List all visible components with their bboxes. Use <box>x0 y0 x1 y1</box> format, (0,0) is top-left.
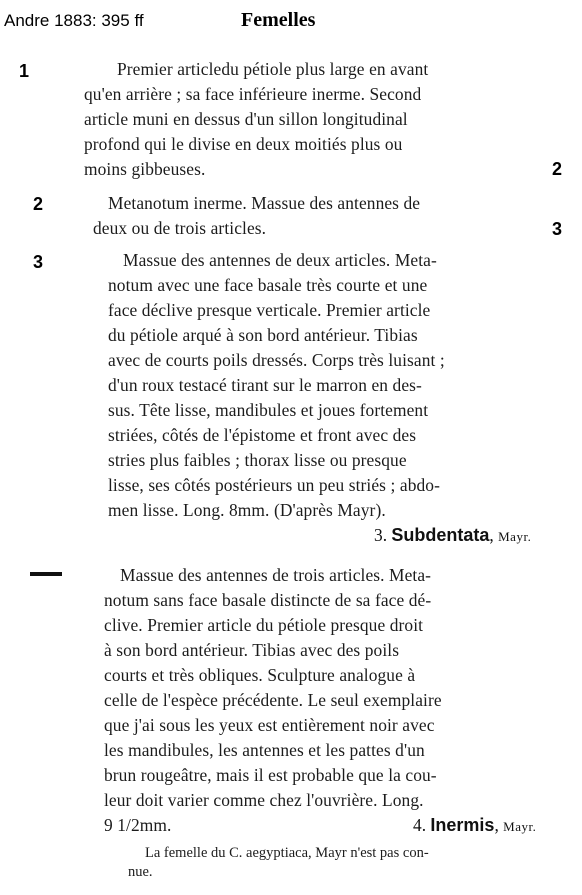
species-result: 4. Inermis, Mayr. <box>413 815 537 835</box>
text-line: profond qui le divise en deux moitiés plus ou <box>84 134 403 154</box>
text-line: notum avec une face basale très courte et une <box>108 275 428 295</box>
species-name: Inermis <box>430 815 495 835</box>
couplet-number: 2 <box>33 194 44 214</box>
text-line: du pétiole arqué à son bord antérieur. Tibias <box>108 325 418 345</box>
text-line: Massue des antennes de deux articles. Meta- <box>123 250 437 270</box>
couplet-number: 1 <box>19 61 30 81</box>
text-line: d'un roux testacé tirant sur le marron en des- <box>108 375 422 395</box>
goto-number: 3 <box>552 219 563 239</box>
alternative-dash <box>30 572 62 576</box>
page-heading: Femelles <box>241 9 316 31</box>
text-line: courts et très obliques. Sculpture analogue à <box>104 665 416 685</box>
text-line: celle de l'espèce précédente. Le seul exemplaire <box>104 690 442 710</box>
text-line: men lisse. Long. 8mm. (D'après Mayr). <box>108 500 386 520</box>
goto-number: 2 <box>552 159 563 179</box>
species-number: 3. <box>374 525 388 545</box>
text-line: que j'ai sous les yeux est entièrement noir avec <box>104 715 435 735</box>
text-line: à son bord antérieur. Tibias avec des poils <box>104 640 400 660</box>
couplet-number: 3 <box>33 252 44 272</box>
species-number: 4. <box>413 815 427 835</box>
text-line: article muni en dessus d'un sillon longitudinal <box>84 109 408 129</box>
text-line: notum sans face basale distincte de sa face dé- <box>104 590 432 610</box>
footnote-line: nue. <box>128 864 153 880</box>
text-line: les mandibules, les antennes et les pattes d'un <box>104 740 425 760</box>
text-line: brun rougeâtre, mais il est probable que la cou- <box>104 765 437 785</box>
text-line: Massue des antennes de trois articles. Meta- <box>120 565 432 585</box>
species-result: 3. Subdentata, Mayr. <box>374 525 532 545</box>
length-value: 9 1/2mm. <box>104 815 172 835</box>
source-citation: Andre 1883: 395 ff <box>4 11 144 30</box>
text-line: leur doit varier comme chez l'ouvrière. Long. <box>104 790 424 810</box>
text-line: Premier articledu pétiole plus large en avant <box>117 59 429 79</box>
text-line: stries plus faibles ; thorax lisse ou presque <box>108 450 407 470</box>
text-line: face déclive presque verticale. Premier article <box>108 300 431 320</box>
text-line: moins gibbeuses. <box>84 159 206 179</box>
species-name: Subdentata <box>391 525 490 545</box>
species-author: Mayr. <box>503 819 537 834</box>
text-line: Metanotum inerme. Massue des antennes de <box>108 193 421 213</box>
text-line: sus. Tête lisse, mandibules et joues fortement <box>108 400 429 420</box>
text-line: qu'en arrière ; sa face inférieure inerme. Second <box>84 84 422 104</box>
text-line: lisse, ses côtés postérieurs un peu striés ; abdo- <box>108 475 440 495</box>
text-line: avec de courts poils dressés. Corps très luisant ; <box>108 350 445 370</box>
text-line: striées, côtés de l'épistome et front avec des <box>108 425 417 445</box>
footnote-line: La femelle du C. aegyptiaca, Mayr n'est pas con- <box>145 845 429 861</box>
species-author: Mayr. <box>498 529 532 544</box>
text-line: deux ou de trois articles. <box>93 218 267 238</box>
text-line: clive. Premier article du pétiole presque droit <box>104 615 424 635</box>
